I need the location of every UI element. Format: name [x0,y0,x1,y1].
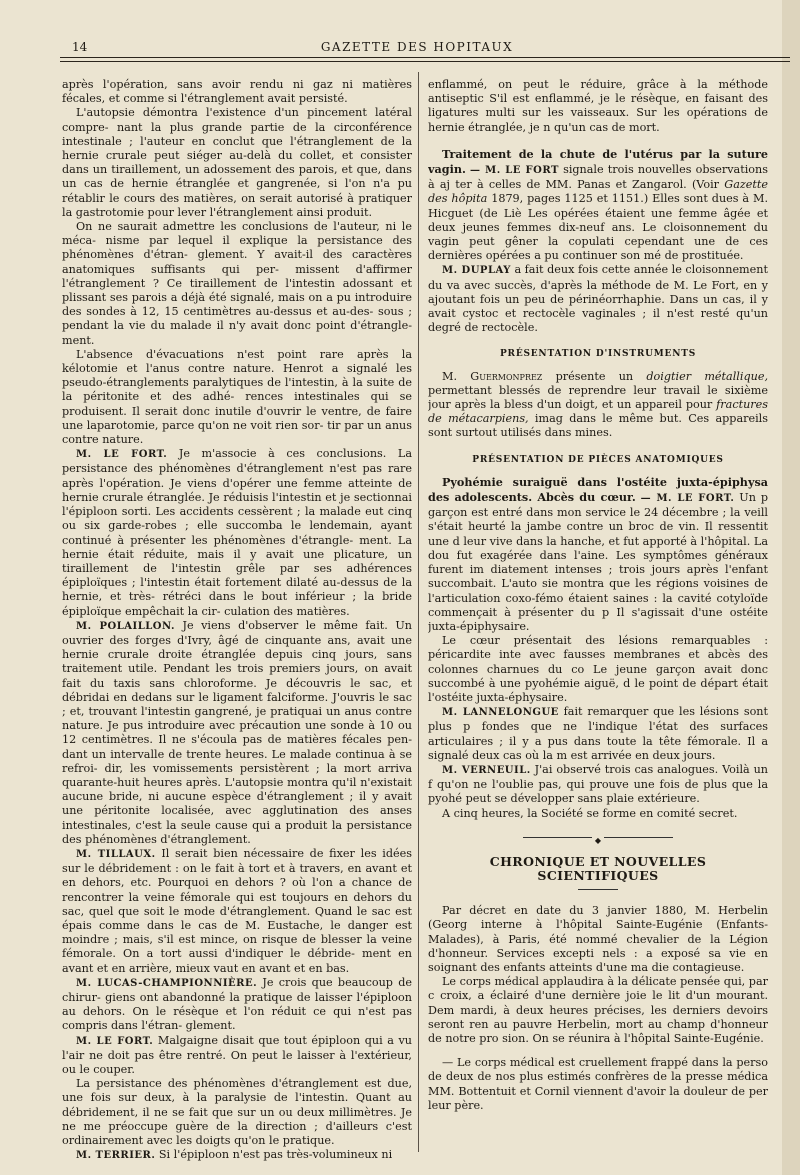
paragraph-text: On ne saurait admettre les conclusions de l'auteur, ni le méca- nisme par lequel il explique la persistance des phénomènes d'étran- glement. Y avait-il des caractères anatomiques suffisants qui per- missent d'affirmer l'étranglement ? Ce tiraillement de l'intestin adossant et plissant ses parois a déjà été signalé, mais on a pu introduire des sondes à 12, 15 centimètres au-dessus et au-des- sous ; pendant la vie du malade il n'y avait donc point d'étrangle- ment. [62,220,412,347]
rule-ornament: ◆ [592,836,604,845]
paragraph-text: Malgaigne disait que tout épiploon qui a vu l'air ne doit pas être rentré. On peut le laisser à l'extérieur, ou le couper. [62,1033,412,1077]
paragraph [62,619,412,847]
short-rule [578,889,618,890]
paragraph [62,348,412,447]
column-divider [418,72,419,1152]
speaker-name: — M. LE FORT [470,165,559,177]
right-column [428,78,768,1113]
paragraph [62,78,412,106]
paragraph-text: Je crois que beaucoup de chirur- giens ont abandonné la pratique de laisser l'épiploon au dehors. On le résèque et l'on réduit ce qui n'est pas compris dans l'étran- glement. [62,975,412,1033]
paragraph: Le cœur présentait des lésions remarquables : péricardite inte avec fausses membranes et abcès des colonnes charnues du co Le jeune garçon avait donc succombé à une pyohémie aiguë, d le point de départ était l'ostéite juxta-éphysaire. [428,634,768,704]
paragraph [62,1034,412,1078]
paragraph [428,475,768,634]
paragraph-text: La persistance des phénomènes d'étranglement est due, une fois sur deux, à la paralysie de l'intestin. Quant au débridement, il ne se fait que sur un ou deux millimètres. Je ne me préoccupe guère de la direction ; d'ailleurs c'est ordinairement avec les doigts qu'on le pratique. [62,1077,412,1148]
page-header [62,36,772,58]
paragraph-text: L'autopsie démontra l'existence d'un pincement latéral compre- nant la plus grande partie de la circonférence intestinale ; l'auteur en conclut que l'étranglement de la hernie crurale peut siéger au-delà du collet, et consister dans un tiraillement, un adossement des parois, et que, dans un cas de hernie étranglée et gangrenée, si l'on n'a pu rétablir le cours des matières, on serait autorisé à pratiquer la gastrotomie pour lever l'étranglement ainsi produit. [62,106,412,219]
ornamental-rule [428,833,768,845]
speaker-name: — M. LE FORT. [640,493,735,505]
paragraph-text: fait remarquer que les lésions sont plus p fondes que ne l'indique l'état des surfaces articulaires ; il y a pus dans toute la tête fémorale. Il a signalé deux cas où la m est arrivée en deux jours. [428,705,768,762]
paragraph-text: a fait deux fois cette année le cloisonnement du va avec succès, d'après la méthode de M. Le Fort, en y ajoutant fois un peu de périnéorrhaphie. Dans un cas, il y avait cystoc et rectocèle vaginales ; il n'est resté qu'un degré de rectocèle. [428,263,768,335]
speaker-name: M. LUCAS-CHAMPIONNIÈRE. [76,977,258,989]
paragraph: Le corps médical applaudira à la délicate pensée qui, par c croix, a éclairé d'une dernière joie le lit d'un mourant. Dem mardi, à deux heures précises, les derniers devoirs seront ren au pauvre Herbelin, mort au champ d'honneur de notre pro sion. On se réunira à l'hôpital Sainte-Eugénie. [428,975,768,1045]
speaker-name: M. LE FORT. [76,449,168,461]
left-column [62,78,412,1163]
paragraph [62,847,412,976]
speaker-name: M. Guermonprez [442,369,543,383]
paragraph-text: Je viens d'observer le même fait. Un ouvrier des forges d'Ivry, âgé de cinquante ans, avait une hernie crurale droite étranglée depuis cinq jours, sans traitement utile. Pendant les trois premiers jours, on avait fait du taxis sans chloroforme. Je découvris le sac, et débridai en dedans sur le ligament falciforme. J'ouvris le sac ; et, trouvant l'intestin gangrené, je pratiquai un anus contre nature. Je pus introduire avec précaution une sonde à 10 ou 12 centimètres. Il ne s'écoula pas de matières fécales pen- dant un intervalle de trente heures. Le malade continua à se refroi- dir, les vomissements persistèrent ; la mort arriva quarante-huit heures après. L'autopsie montra qu'il n'existait aucune bride, ni aucune espèce d'étranglement ; il y avait une péritonite localisée, avec agglutination des anses intestinales, c'est la seule cause qui a produit la persistance des phénomènes d'étranglement. [62,618,412,846]
paragraph-text: imag dans le même but. Ces appareils sont surtout utilisés dans mines. [428,412,768,440]
paragraph-text: après l'opération, sans avoir rendu ni gaz ni matières fécales, et comme si l'étranglement avait persisté. [62,78,412,106]
italic-term: doigtier métallique, [646,369,768,383]
speaker-name: M. LANNELONGUE [442,707,559,719]
page-number: 14 [72,40,88,54]
paragraph [62,106,412,220]
speaker-name: M. TERRIER. [76,1150,156,1162]
header-rule-thin [60,61,790,62]
speaker-name: M. TILLAUX. [76,848,156,860]
chronicle-heading: CHRONIQUE ET NOUVELLES SCIENTIFIQUES [489,853,707,883]
paragraph: enflammé, on peut le réduire, grâce à la méthode antiseptic S'il est enflammé, je le résèque, en faisant des ligatures multi sur les vaisseaux. Sur les opérations de hernie étranglée, je n qu'un cas de mort. [428,78,768,134]
paragraph-text: Il serait bien nécessaire de fixer les idées sur le débridement : on le fait à tort et à travers, en avant et en dehors, etc. Pourquoi en dehors ? où l'on a chance de rencontrer la veine fémorale qui est toujours en dehors du sac, quel que soit le mode d'étranglement. Quand le sac est épais comme dans le cas de M. Eustache, le danger est moindre ; mais, s'il est mince, on risque de blesser la veine fémorale. On a tort aussi d'indiquer le débride- ment en avant et en arrière, mieux vaut en avant et en bas. [62,846,412,975]
paragraph [62,1148,412,1163]
paragraph [62,976,412,1034]
paragraph [428,263,768,335]
section-heading: PRÉSENTATION D'INSTRUMENTS [499,349,697,360]
section-heading: PRÉSENTATION DE PIÈCES ANATOMIQUES [472,454,724,465]
paragraph [62,1077,412,1148]
paragraph: Par décret en date du 3 janvier 1880, M. Herbelin (Georg interne à l'hôpital Sainte-Eugénie (Enfants-Malades), à Paris, été nommé chevalier de la Légion d'honneur. Services excepti nels : a exposé sa vie en soignant des enfants atteints d'une ma die contagieuse. [428,904,768,974]
speaker-name: M. VERNEUIL. [442,764,531,776]
paragraph-text: signale trois nouvelles observations à aj ter à celles de MM. Panas et Zangarol. (Voir [428,163,768,192]
paragraph [428,763,768,807]
journal-title: GAZETTE DES HOPITAUX [320,40,514,54]
italic-reference: Gazette des hôpita [428,178,768,206]
paragraph-text: présente un [555,369,634,383]
paragraph-text: J'ai observé trois cas analogues. Voilà un f qu'on ne l'oublie pas, qui prouve une fois de plus que la pyohé peut se développer sans plaie extérieure. [428,762,768,806]
speaker-name: M. DUPLAY [442,265,511,277]
paragraph [428,147,768,264]
article-heading: Traitement de la chute de l'utérus par la suture vagin. [428,146,768,177]
paragraph [428,370,768,441]
speaker-name: M. POLAILLON. [76,620,175,632]
paragraph [62,220,412,348]
article-heading: Pyohémie suraiguë dans l'ostéite juxta-épiphysa des adolescents. Abcès du cœur. [428,474,768,505]
paragraph [62,447,412,618]
paragraph: — Le corps médical est cruellement frappé dans la perso de deux de nos plus estimés confrères de la presse médica MM. Bottentuit et Cornil viennent d'avoir la douleur de per leur père. [428,1056,768,1112]
paragraph-text: Un p garçon est entré dans mon service le 24 décembre ; la veill s'était heurté la jambe contre un broc de vin. Il ressentit une d leur vive dans la hanche, et fut apporté à l'hôpital. La dou fut exagérée dans l'aine. Les symptômes généraux furent im diatement intenses ; trois jours après l'enfant succombait. L'auto sie montra que les régions voisines de l'articulation coxo-fémo étaient saines : la cavité cotyloïde commençait à présenter du p Il s'agissait d'une ostéite juxta-épiphysaire. [428,491,768,633]
speaker-name: M. LE FORT. [76,1035,154,1047]
paragraph-text: L'absence d'évacuations n'est point rare après la kélotomie et l'anus contre nature. Henrot a signalé les pseudo-étranglements paralytiques de l'intestin, à la suite de la péritonite et des adhé- rences intestinales qui se produisent. Il serait donc inutile d'ouvrir le ventre, de faire une laparotomie, parce qu'on ne voit rien sor- tir par un anus contre nature. [62,347,412,447]
paragraph-text: 1879, pages 1125 et 1151.) Elles sont dues à M. Hicguet (de Liè Les opérées étaient une femme âgée et deux jeunes femmes dix-neuf ans. Le cloisonnement du vagin peut gêner la copulati cependant une de ces dernières opérées a pu continuer son mé de prostituée. [428,192,768,263]
paragraph-text: Je m'associe à ces conclusions. La persistance des phénomènes d'étranglement n'est pas rare après l'opération. Je viens d'opérer une femme atteinte de hernie crurale étranglée. Je réduisis l'intestin et je sectionnai l'épiploon sorti. Les accidents cessèrent ; la malade eut cinq ou six garde-robes ; elle succomba le lendemain, ayant continué à présenter les phénomènes d'étrangle- ment. La hernie était réduite, mais il y avait une plicature, un tiraillement de l'intestin grêle par ses adhérences épiploïques ; l'intestin était fortement dilaté au-dessus de la hernie, et très- rétréci dans le bout inférieur ; la bride épiploïque empêchait la cir- culation des matières. [62,447,412,618]
paragraph [428,705,768,763]
paragraph: A cinq heures, la Société se forme en comité secret. [442,806,738,820]
header-rule-thick [60,57,790,58]
paragraph-text: permettant blessés de reprendre leur travail le sixième jour après la bless d'un doigt, et un appareil pour [428,383,768,412]
page-edge-shadow [782,0,800,1175]
italic-term: fractures de métacarpiens, [428,398,768,426]
paragraph-text: Si l'épiploon n'est pas très-volumineux ni [158,1148,393,1162]
